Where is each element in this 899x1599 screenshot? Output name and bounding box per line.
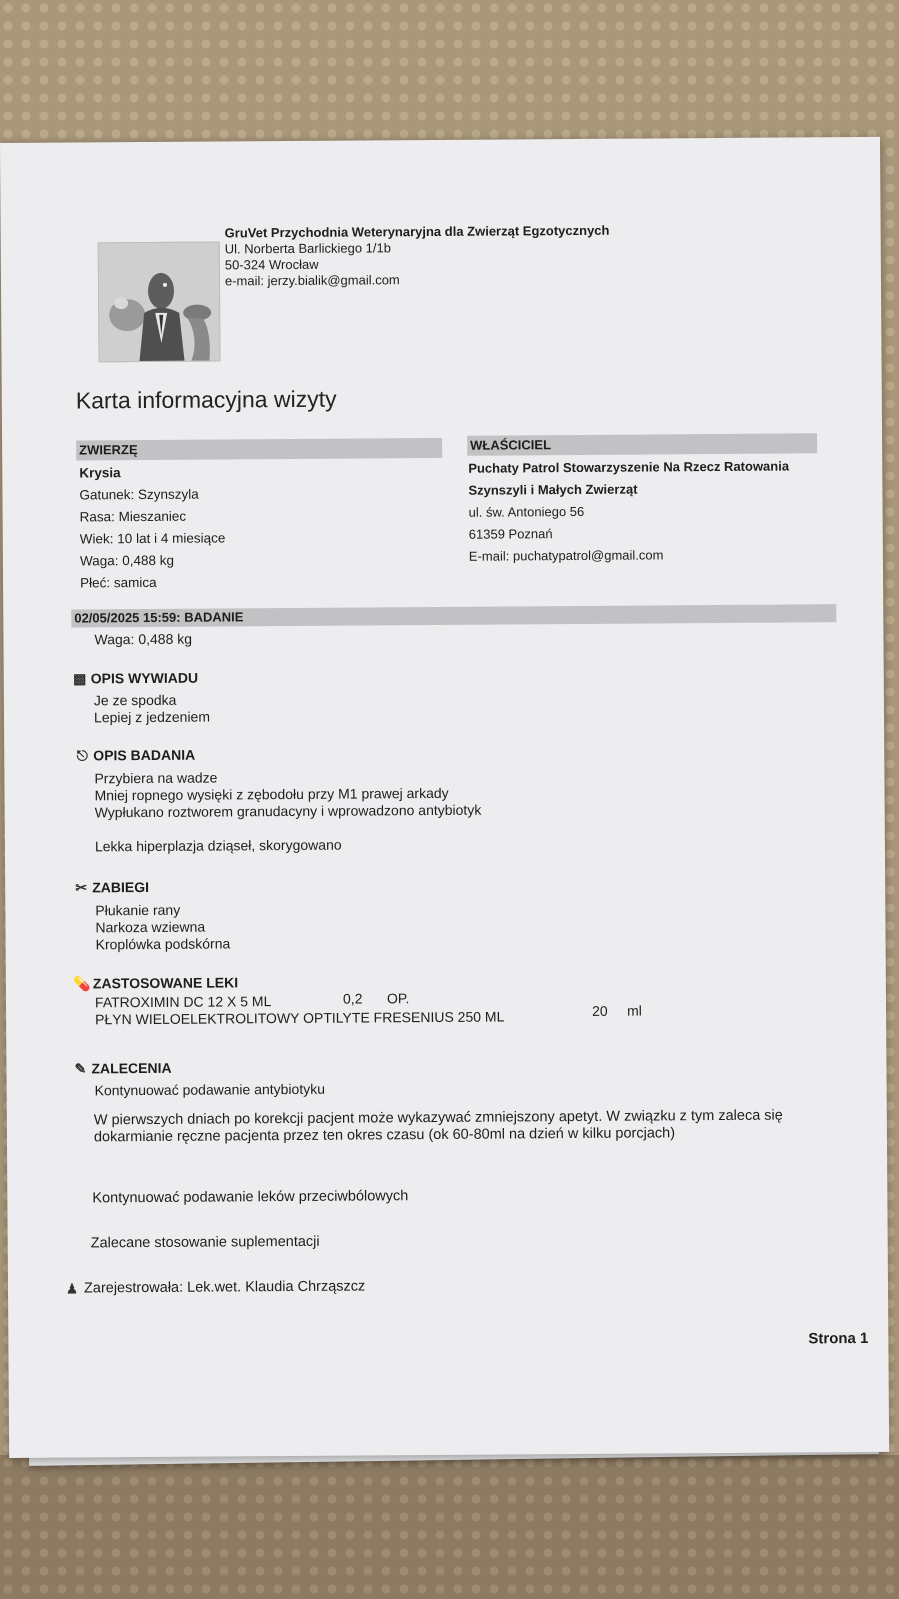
recommendation-1: Kontynuować podawanie antybiotyku [94,1080,326,1099]
users-icon: ♟ [65,1280,79,1297]
owner-email: E-mail: puchatypatrol@gmail.com [468,547,664,564]
drug-qty: 0,2 [342,990,363,1007]
clinic-city: 50-324 Wrocław [224,256,319,273]
procedures-body [95,901,230,953]
interview-icon: ▩ [73,669,87,687]
clinic-email: e-mail: jerzy.bialik@gmail.com [224,272,400,289]
animal-sex: Płeć: samica [80,574,157,591]
animal-species: Gatunek: Szynszyla [79,486,199,503]
animal-breed: Rasa: Mieszaniec [79,508,187,525]
drugs-table [95,989,795,1034]
owner-info [468,455,790,567]
registered-text: Zarejestrowała: Lek.wet. Klaudia Chrząszcz [83,1278,366,1297]
interview-line: Je ze spodka [93,691,177,709]
animal-info [79,461,225,594]
interview-title: OPIS WYWIADU [90,669,199,687]
drug-qty: 20 [592,1002,608,1019]
recommendations-title: ZALECENIA [91,1059,172,1077]
recommendation-2-line2: dokarmianie ręczne pacjenta przez ten okres czasu (ok 60-80ml na dzień w kilku porcjach) [93,1125,676,1146]
animal-header-bar [76,438,442,461]
recommendations-section-header [72,1060,171,1077]
exam-line: Mniej ropnego wysięki z zębodołu przy M1 prawej arkady [94,784,449,804]
drug-name: FATROXIMIN DC 12 X 5 ML [94,993,272,1011]
exam-line: Wypłukano roztworem granudacyny i wprowadzono antybiotyk [94,801,482,821]
visit-weight: Waga: 0,488 kg [94,630,193,648]
recommendation-4: Zalecane stosowanie suplementacji [90,1233,320,1252]
owner-name-line2: Szynszyli i Małych Zwierząt [468,481,638,498]
interview-line: Lepiej z jedzeniem [93,708,211,726]
document-page [0,137,889,1458]
owner-name-line1: Puchaty Patrol Stowarzyszenie Na Rzecz Ratowania [468,458,790,476]
registered-by [64,1278,365,1297]
stethoscope-icon: ⎋ [76,746,88,763]
procedure-item: Narkoza wziewna [95,918,206,936]
clinic-street: Ul. Norberta Barlickiego 1/1b [224,240,391,257]
interview-body [94,692,210,727]
animal-age: Wiek: 10 lat i 4 miesiące [79,530,226,547]
drugs-title: ZASTOSOWANE LEKI [92,974,239,992]
scissors-icon: ✂ [75,878,88,895]
recommendation-3: Kontynuować podawanie leków przeciwbólowych [92,1188,409,1207]
animal-weight: Waga: 0,488 kg [79,552,175,569]
owner-city: 61359 Poznań [468,526,553,542]
exam-section-header [74,747,195,764]
drug-name: PŁYN WIELOELEKTROLITOWY OPTILYTE FRESENIUS 250 ML [95,1008,505,1028]
procedures-section-header [73,879,149,896]
animal-name: Krysia [79,465,121,481]
recommendation-2-line1: W pierwszych dniach po korekcji pacjent może wykazywać zmniejszony apetyt. W związku z tym zaleca się [93,1107,783,1129]
clinic-header [225,223,610,290]
owner-header-bar [467,433,817,455]
edit-icon: ✎ [74,1059,87,1077]
visit-header: 02/05/2025 15:59: BADANIE [74,609,244,626]
procedure-item: Kroplówka podskórna [95,935,231,953]
exam-body [94,768,481,856]
exam-extra: Lekka hiperplazja dziąseł, skorygowano [94,836,342,855]
owner-header: WŁAŚCICIEL [470,437,552,453]
procedures-title: ZABIEGI [92,878,150,896]
page-number: Strona 1 [808,1329,869,1348]
exam-line: Przybiera na wadze [94,769,218,787]
drug-unit: ml [627,1002,642,1019]
pill-icon: 💊 [73,974,91,992]
procedure-item: Płukanie rany [95,901,181,919]
drug-unit: OP. [386,990,410,1007]
owner-street: ul. św. Antoniego 56 [468,503,585,520]
interview-section-header [72,670,198,687]
drugs-section-header [74,974,238,991]
animal-header: ZWIERZĘ [79,442,138,458]
exam-title: OPIS BADANIA [93,746,196,764]
clinic-logo [98,241,221,362]
clinic-name: GruVet Przychodnia Weterynaryjna dla Zwierząt Egzotycznych [224,222,610,241]
visit-header-bar [71,604,836,627]
document-title: Karta informacyjna wizyty [75,385,337,414]
table-surface [0,1455,899,1599]
recommendation-2 [94,1108,783,1147]
